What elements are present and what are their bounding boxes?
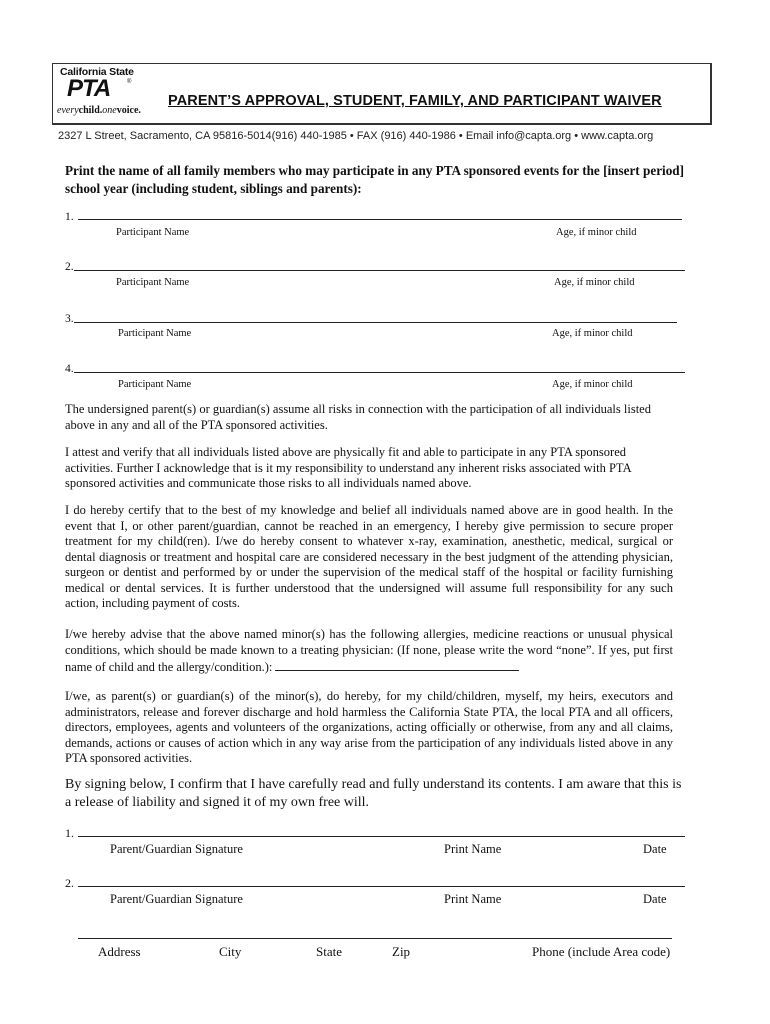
participant-name-field[interactable] <box>74 322 677 323</box>
zip-label: Zip <box>392 944 411 959</box>
city-label: City <box>219 944 242 959</box>
date-label: Date <box>643 892 667 906</box>
signature-field[interactable] <box>78 886 685 887</box>
allergies-paragraph <box>65 627 673 676</box>
logo-mark: PTA <box>67 75 111 102</box>
participant-name-label: Participant Name <box>116 277 190 288</box>
signature-number: 2. <box>65 876 74 890</box>
date-label: Date <box>643 842 667 856</box>
signature-label: Parent/Guardian Signature <box>110 842 243 856</box>
participant-name-label: Participant Name <box>118 379 192 390</box>
phone-label: Phone (include Area code) <box>532 944 671 959</box>
confirm-statement: By signing below, I confirm that I have carefully read and fully understand its contents. I am aware that this is a release of liability and signed it of my own free will. <box>65 777 682 810</box>
participant-age-label: Age, if minor child <box>554 277 635 288</box>
risk-paragraph: The undersigned parent(s) or guardian(s) assume all risks in connection with the participation of all individuals listed above in any and all of the PTA sponsored activities. <box>65 402 651 432</box>
attest-paragraph: I attest and verify that all individuals listed above are physically fit and able to participate in any PTA sponsored activities. Further I acknowledge that is it my responsibility to understand any inherent risks associated with PTA sponsored activities and communicate those risks to all individuals named above. <box>65 445 631 490</box>
signature-field[interactable] <box>78 836 685 837</box>
logo-org-text: California State <box>60 66 134 78</box>
participant-number: 4. <box>65 363 74 375</box>
certify-paragraph: I do hereby certify that to the best of my knowledge and belief all individuals named above are in good health. In the event that I, or other parent/guardian, cannot be reached in an emergency, I hereby give permission to secure proper treatment for my child(ren). I/we do hereby consent to whatever x-ray, examination, anesthetic, medical, surgical or dental diagnosis or treatment and hospital care are considered necessary in the best judgment of the attending physician, surgeon or dentist and performed by or under the supervision of the medical staff of the hospital or facility furnishing medical or dental services. It is further understood that the undersigned will assume full responsibility for any such action, including payment of costs. <box>65 503 673 610</box>
pta-logo <box>57 66 157 122</box>
participant-number: 2. <box>65 261 74 273</box>
state-label: State <box>316 944 342 959</box>
signature-number: 1. <box>65 826 74 840</box>
participant-name-field[interactable] <box>78 219 682 220</box>
release-paragraph: I/we, as parent(s) or guardian(s) of the minor(s), do hereby, for my child/children, myself, my heirs, executors and administrators, release and forever discharge and hold harmless the California State PTA, the local PTA and all officers, directors, employees, agents and volunteers of the organizations, acting officially or otherwise, from any and all claims, demands, actions or causes of action which in any way arise from the participation of any individuals listed above in any PTA sponsored activities. <box>65 689 673 765</box>
participant-name-field[interactable] <box>74 270 685 271</box>
logo-registered-mark: ® <box>127 79 132 85</box>
participant-number: 1. <box>65 211 74 223</box>
logo-tagline: everychild.onevoice. <box>57 105 141 116</box>
address-field[interactable] <box>78 938 672 939</box>
page-title: PARENT’S APPROVAL, STUDENT, FAMILY, AND PARTICIPANT WAIVER <box>168 93 662 109</box>
print-name-label: Print Name <box>444 842 502 856</box>
participant-name-label: Participant Name <box>118 328 192 339</box>
participant-name-field[interactable] <box>74 372 685 373</box>
participant-number: 3. <box>65 313 74 325</box>
signature-label: Parent/Guardian Signature <box>110 892 243 906</box>
intro-instructions: Print the name of all family members who may participate in any PTA sponsored events for the [insert period] school year (including student, siblings and parents): <box>65 163 685 196</box>
contact-info: 2327 L Street, Sacramento, CA 95816-5014(916) 440-1985 • FAX (916) 440-1986 • Email info@capta.org • www.capta.org <box>58 130 654 142</box>
participant-age-label: Age, if minor child <box>552 379 633 390</box>
participant-name-label: Participant Name <box>116 227 190 238</box>
print-name-label: Print Name <box>444 892 502 906</box>
address-label: Address <box>98 944 141 959</box>
allergies-text: I/we hereby advise that the above named minor(s) has the following allergies, medicine reactions or unusual physical conditions, which should be made known to a treating physician: (If none, please write the word “none”. If yes, put first name of child and the allergy/condition.): <box>65 627 673 674</box>
participant-age-label: Age, if minor child <box>552 328 633 339</box>
participant-age-label: Age, if minor child <box>556 227 637 238</box>
allergies-field[interactable] <box>275 658 519 671</box>
